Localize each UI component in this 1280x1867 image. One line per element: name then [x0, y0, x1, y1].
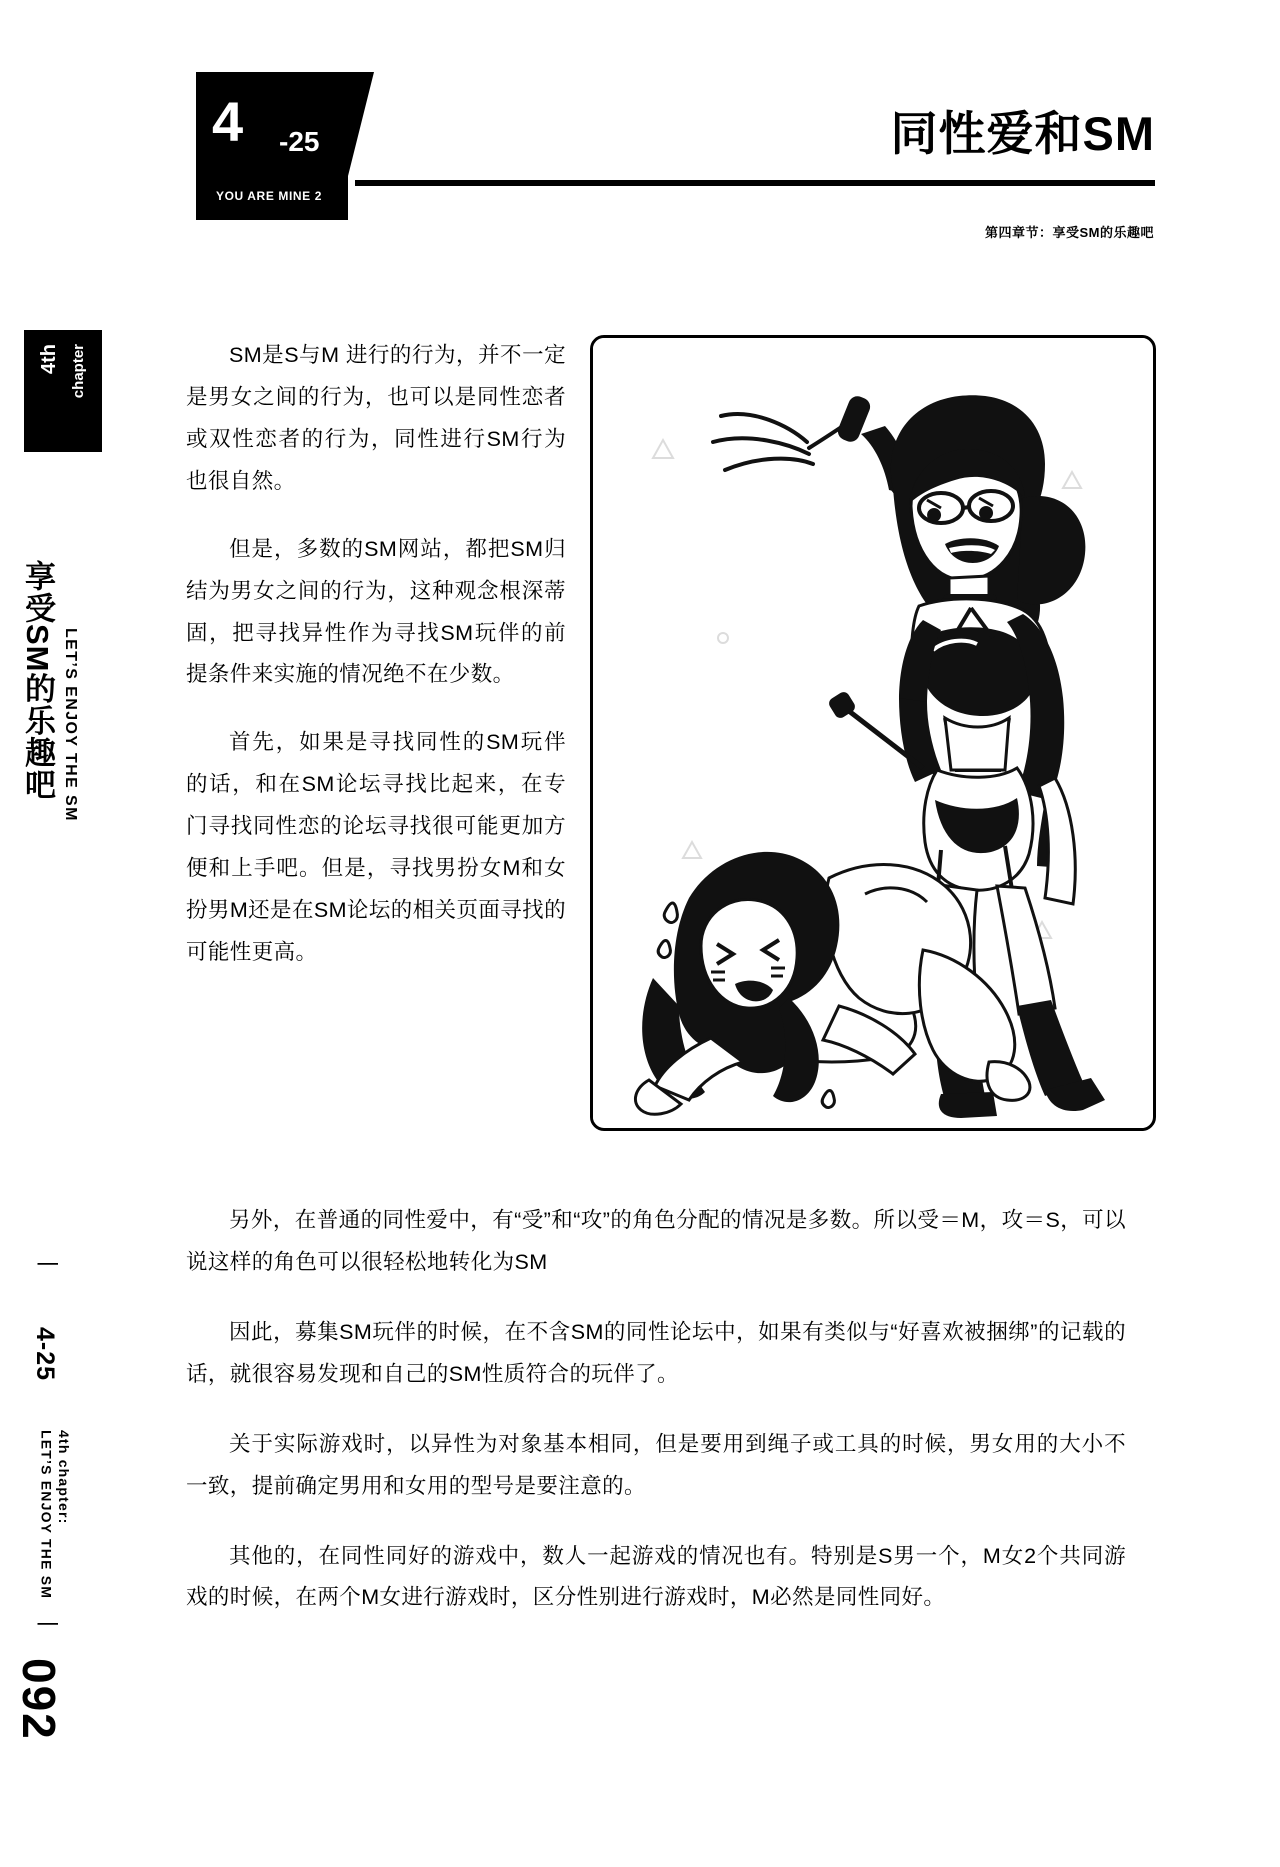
paragraph: 因此，募集SM玩伴的时候，在不含SM的同性论坛中，如果有类似与“好喜欢被捆绑”的记载的话，就很容易发现和自己的SM性质符合的玩伴了。	[186, 1319, 1126, 1386]
body-fullwidth-text	[186, 1200, 1126, 1647]
footer-chapter-en	[32, 1430, 72, 1599]
page-number: 092	[13, 1658, 65, 1741]
chapter-ordinal: 4th	[38, 344, 60, 374]
paragraph: 其他的，在同性同好的游戏中，数人一起游戏的情况也有。特别是S男一个，M女2个共同游戏的时候，在两个M女进行游戏时，区分性别进行游戏时，M必然是同性同好。	[186, 1543, 1126, 1610]
footer-section-code: 4-25	[31, 1326, 59, 1381]
paragraph: 首先，如果是寻找同性的SM玩伴的话，和在SM论坛寻找比起来，在专门寻找同性恋的论坛寻找很可能更加方便和上手吧。但是，寻找男扮女M和女扮男M还是在SM论坛的相关页面寻找的可能性更高。	[186, 730, 566, 964]
footer-separator-2: |	[37, 1261, 62, 1267]
manga-illustration	[593, 338, 1147, 1122]
chapter-word: chapter	[70, 344, 87, 399]
paragraph: SM是S与M 进行的行为，并不一定是男女之间的行为，也可以是同性恋者或双性恋者的行为，同性进行SM行为也很自然。	[186, 343, 566, 493]
page-title: 同性爱和SM	[890, 107, 1155, 160]
chapter-number: 4	[212, 90, 243, 153]
page-subtitle: 第四章节：享受SM的乐趣吧	[984, 225, 1154, 240]
header-rule	[355, 180, 1155, 186]
badge-notch-shape	[348, 72, 374, 176]
chapter-badge	[196, 72, 348, 220]
footer-separator-1: |	[37, 1621, 62, 1627]
chapter-page-number: -25	[279, 126, 320, 157]
paragraph: 关于实际游戏时，以异性为对象基本相同，但是要用到绳子或工具的时候，男女用的大小不一致，提前确定男用和女用的型号是要注意的。	[186, 1431, 1126, 1498]
sidebar-chapter-title-cn: 享受SM的乐趣吧	[20, 560, 55, 801]
chapter-side-tab	[24, 330, 102, 452]
illustration-panel	[590, 335, 1156, 1131]
series-label: YOU ARE MINE 2	[216, 189, 322, 203]
page-right-edge	[1265, 0, 1280, 1867]
paragraph: 另外，在普通的同性爱中，有“受”和“攻”的角色分配的情况是多数。所以受＝M，攻＝S，可以说这样的角色可以很轻松地转化为SM	[186, 1208, 1126, 1274]
paragraph: 但是，多数的SM网站，都把SM归结为男女之间的行为，这种观念根深蒂固，把寻找异性作为寻找SM玩伴的前提条件来实施的情况绝不在少数。	[186, 536, 566, 687]
footer-chapter-en-line1: 4th chapter:	[56, 1429, 72, 1525]
footer-chapter-en-line2: LET’S ENJOY THE SM	[38, 1429, 55, 1599]
body-column-text	[186, 335, 566, 1000]
sidebar-chapter-title-en: LET’S ENJOY THE SM	[62, 628, 79, 822]
